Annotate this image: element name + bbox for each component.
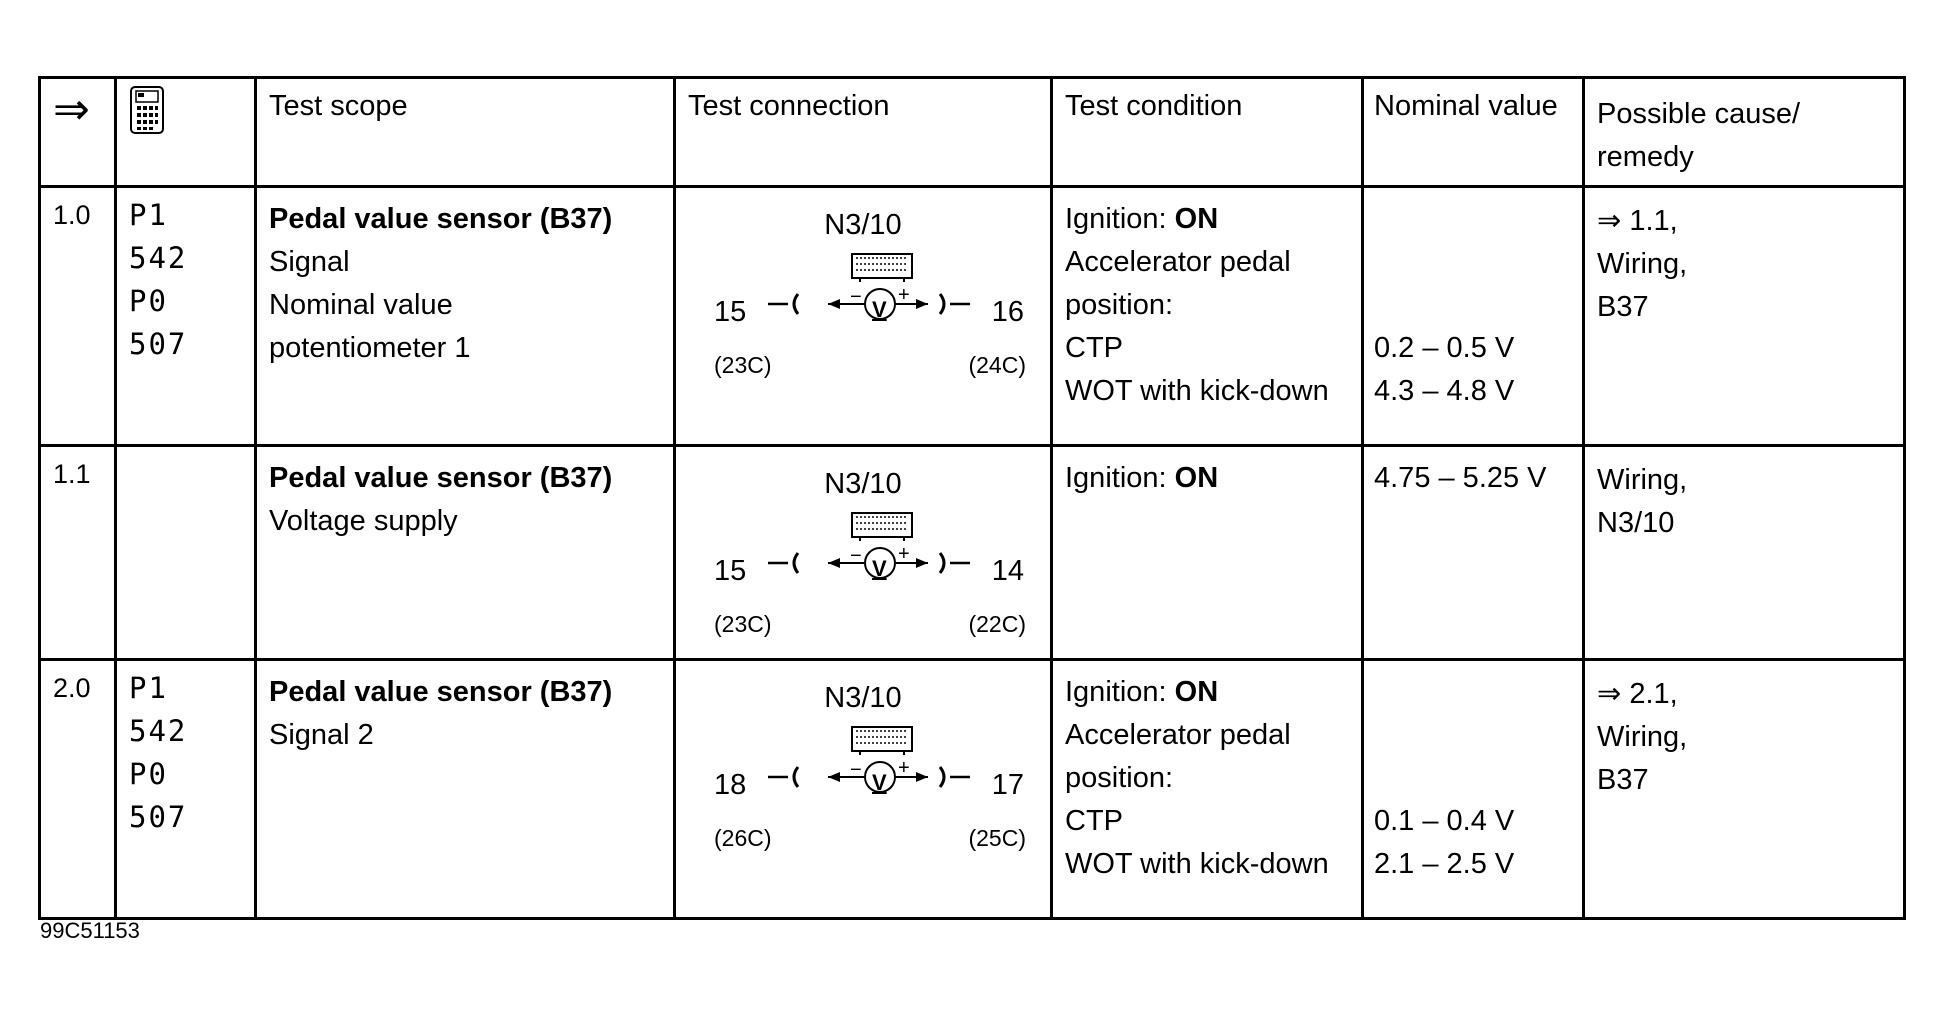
test-scope-cell [256,660,675,919]
cause-line: ⇒ 1.1, [1597,205,1678,237]
cause-line: Wiring, [1597,464,1688,496]
cause-line: N3/10 [1597,507,1675,539]
condition-line: Accelerator pedal [1065,719,1291,751]
test-procedure-table [38,76,1906,920]
header-cause-line2: remedy [1597,141,1694,173]
condition-line: WOT with kick-down [1065,375,1329,407]
step-cell [40,187,116,446]
nominal-value: 4.75 – 5.25 V [1374,462,1547,494]
possible-cause-cell [1584,187,1905,446]
step-number: 1.0 [53,200,91,230]
table-row [40,660,1905,919]
step-number: 2.0 [53,673,91,703]
nominal-value-cell [1363,660,1584,919]
table-row [40,446,1905,660]
pin-right-sub: (25C) [968,825,1026,851]
pin-left: 18 [714,769,747,801]
pin-left: 15 [714,555,747,587]
condition-line: CTP [1065,805,1123,837]
test-connection-cell [675,660,1052,919]
test-scope-cell [256,187,675,446]
test-condition-cell [1052,660,1363,919]
condition-line: position: [1065,762,1174,794]
header-test-condition: Test condition [1052,78,1363,187]
scope-title: Pedal value sensor (B37) [269,676,613,708]
condition-line: CTP [1065,332,1123,364]
dtc-cell [116,660,256,919]
header-cause-line1: Possible cause/ [1597,98,1801,130]
dtc-code: P0 507 [129,757,188,834]
meter-minus: − [850,545,862,567]
step-cell [40,446,116,660]
scope-line: Nominal value [269,289,453,321]
cause-line: Wiring, [1597,248,1688,280]
table-header-row [40,78,1905,187]
pin-right: 14 [991,555,1024,587]
condition-ignition: Ignition: ON [1065,462,1219,494]
nominal-value-cell [1363,187,1584,446]
condition-line: Accelerator pedal [1065,246,1291,278]
scope-line: Signal 2 [269,719,374,751]
scope-title: Pedal value sensor (B37) [269,203,613,235]
pin-left-sub: (23C) [714,611,772,637]
dtc-code: P1 542 [129,671,188,748]
diagnostic-tester-icon [129,85,165,135]
connection-diagram [688,667,1038,897]
header-tester-cell [116,78,256,187]
pin-right: 16 [991,296,1024,328]
test-condition-cell [1052,187,1363,446]
pin-right: 17 [991,769,1024,801]
step-cell [40,660,116,919]
cause-line: ⇒ 2.1, [1597,678,1678,710]
test-condition-cell [1052,446,1363,660]
meter-minus: − [850,759,862,781]
dtc-cell [116,187,256,446]
nominal-value: 0.1 – 0.4 V [1374,805,1515,837]
pin-right-sub: (22C) [968,611,1026,637]
cause-line: B37 [1597,764,1649,796]
nominal-value: 2.1 – 2.5 V [1374,848,1515,880]
scope-line: Voltage supply [269,505,458,537]
test-connection-cell [675,187,1052,446]
right-double-arrow-icon: ⇒ [53,84,90,135]
nominal-value-cell [1363,446,1584,660]
nominal-value: 4.3 – 4.8 V [1374,375,1515,407]
step-number: 1.1 [53,459,91,489]
figure-reference-code: 99C51153 [40,918,140,943]
scope-line: Signal [269,246,350,278]
connector-label: N3/10 [824,209,902,241]
pin-left: 15 [714,296,747,328]
pin-left-sub: (26C) [714,825,772,851]
scope-line: potentiometer 1 [269,332,471,364]
header-test-scope: Test scope [256,78,675,187]
meter-symbol: V [872,297,887,322]
dtc-code: P1 542 [129,198,188,275]
cause-line: Wiring, [1597,721,1688,753]
possible-cause-cell [1584,660,1905,919]
meter-symbol: V [872,770,887,795]
header-test-connection: Test connection [675,78,1052,187]
meter-plus: + [898,543,910,565]
table-row [40,187,1905,446]
meter-plus: + [898,284,910,306]
header-possible-cause [1584,78,1905,187]
dtc-code: P0 507 [129,284,188,361]
connection-diagram [688,453,1038,643]
meter-plus: + [898,757,910,779]
test-connection-cell [675,446,1052,660]
scope-title: Pedal value sensor (B37) [269,462,613,494]
test-scope-cell [256,446,675,660]
connection-diagram [688,194,1038,424]
nominal-value: 0.2 – 0.5 V [1374,332,1515,364]
condition-ignition: Ignition: ON [1065,676,1219,708]
connector-label: N3/10 [824,468,902,500]
dtc-cell [116,446,256,660]
pin-left-sub: (23C) [714,352,772,378]
possible-cause-cell [1584,446,1905,660]
condition-line: WOT with kick-down [1065,848,1329,880]
header-nominal-value: Nominal value [1363,78,1584,187]
condition-line: position: [1065,289,1174,321]
condition-ignition: Ignition: ON [1065,203,1219,235]
header-arrow-cell [40,78,116,187]
meter-symbol: V [872,556,887,581]
pin-right-sub: (24C) [968,352,1026,378]
meter-minus: − [850,286,862,308]
connector-label: N3/10 [824,682,902,714]
cause-line: B37 [1597,291,1649,323]
